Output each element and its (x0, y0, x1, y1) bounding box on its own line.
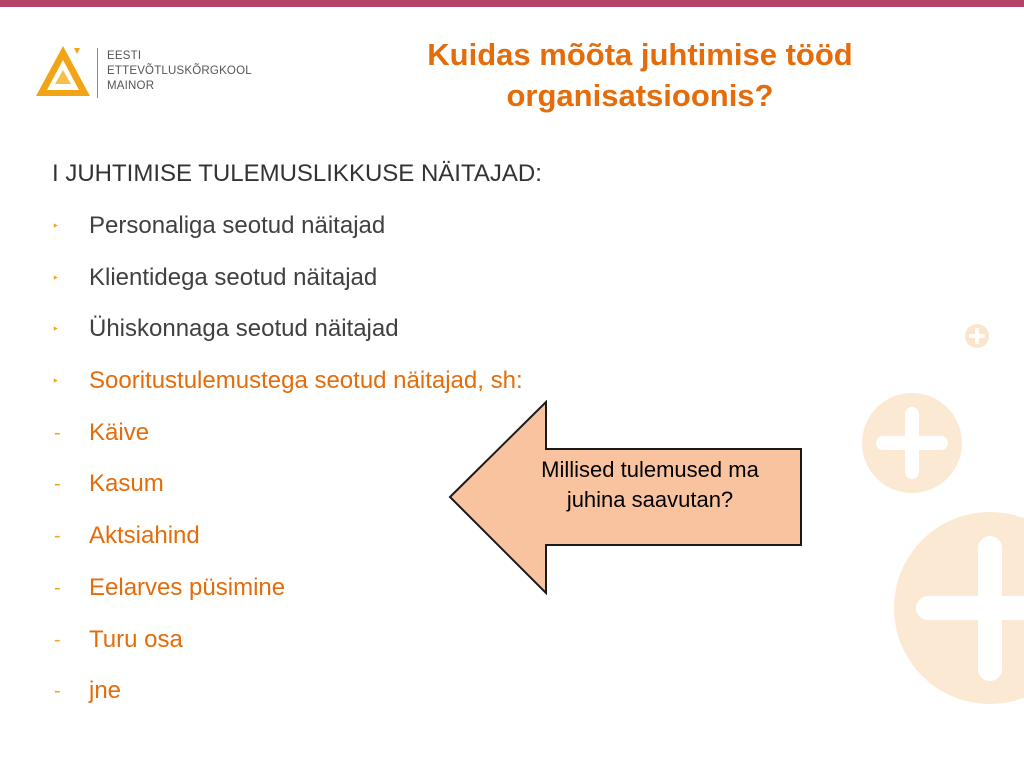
bullet-item (52, 261, 752, 313)
dash-marker: - (54, 473, 61, 496)
logo-line-3: MAINOR (107, 80, 155, 92)
slide-title-line-1: Kuidas mõõta juhtimise tööd (427, 37, 853, 72)
callout-text (505, 455, 795, 515)
logo-divider (97, 48, 98, 98)
sub-item-text: Kasum (89, 470, 164, 498)
triangle-logo-icon (34, 44, 92, 100)
slide-title-line-2: organisatsioonis? (506, 78, 774, 113)
sub-item-text: Eelarves püsimine (89, 573, 286, 601)
dash-marker: - (54, 421, 61, 444)
bullet-item (52, 312, 752, 364)
school-logo (34, 44, 264, 104)
plus-circle-small-icon (965, 324, 989, 348)
sub-item-text: Turu osa (89, 625, 183, 653)
bullet-marker-icon: ‣ (52, 374, 60, 389)
sub-item-text: Käive (89, 418, 150, 446)
bullet-marker-icon: ‣ (52, 219, 60, 233)
plus-circle-large-icon (894, 512, 1024, 704)
dash-marker: - (54, 525, 61, 548)
bullet-text: Sooritustulemustega seotud näitajad, sh: (89, 367, 523, 395)
logo-line-2: ETTEVÕTLUSKÕRGKOOL (107, 65, 252, 77)
section-heading: I JUHTIMISE TULEMUSLIKKUSE NÄITAJAD: (52, 160, 542, 187)
logo-text (107, 49, 252, 94)
sub-item (52, 623, 752, 675)
sub-item-text: Aktsiahind (89, 522, 200, 550)
sub-item-text: jne (89, 677, 122, 705)
bullet-item (52, 209, 752, 261)
bullet-text: Klientidega seotud näitajad (89, 263, 378, 291)
sub-item (52, 674, 752, 726)
callout-line-1: Millised tulemused ma (541, 457, 759, 482)
dash-marker: - (54, 628, 61, 651)
logo-line-1: EESTI (107, 50, 142, 62)
dash-marker: - (54, 576, 61, 599)
bullet-text: Ühiskonnaga seotud näitajad (89, 315, 399, 343)
slide-title (320, 34, 960, 116)
callout-line-2: juhina saavutan? (566, 487, 734, 512)
bullet-text: Personaliga seotud näitajad (89, 212, 386, 239)
plus-circle-medium-icon (862, 393, 962, 493)
bullet-marker-icon: ‣ (52, 322, 60, 337)
dash-marker: - (54, 680, 61, 703)
bullet-marker-icon: ‣ (52, 270, 60, 285)
